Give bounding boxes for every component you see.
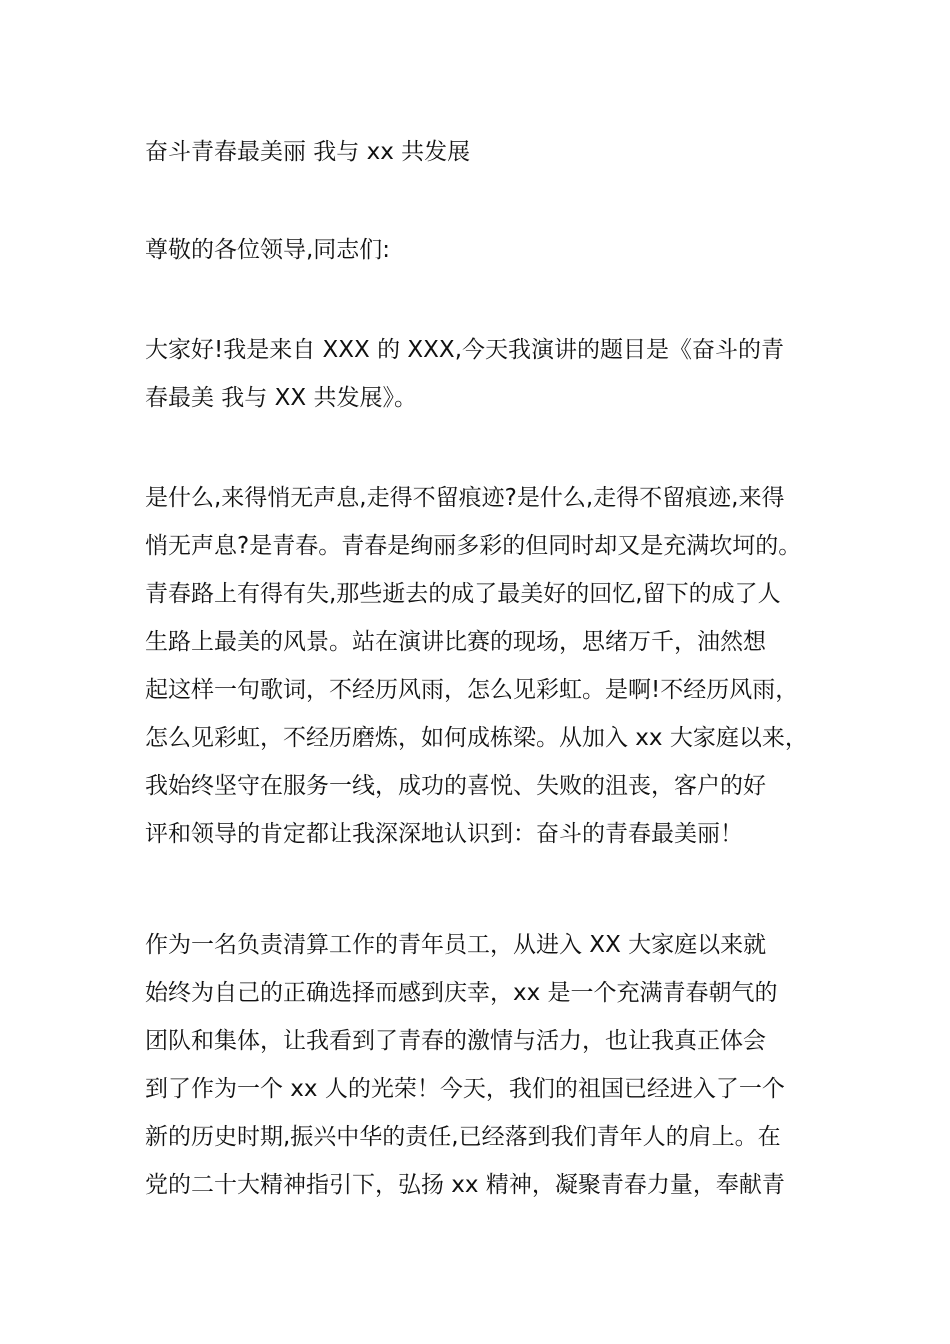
text-line: 新的历史时期,振兴中华的责任,已经落到我们青年人的肩上。在	[145, 1124, 781, 1150]
text-line: 生路上最美的风景。站在演讲比赛的现场，思绪万千，油然想	[145, 629, 766, 655]
text-line: 始终为自己的正确选择而感到庆幸，xx 是一个充满青春朝气的	[145, 980, 778, 1006]
text-line: 评和领导的肯定都让我深深地认识到：奋斗的青春最美丽！	[145, 821, 743, 847]
title-line: 奋斗青春最美丽 我与 xx 共发展	[145, 139, 471, 165]
text-line: 团队和集体，让我看到了青春的激情与活力，也让我真正体会	[145, 1028, 766, 1054]
text-line: 大家好!我是来自 XXX 的 XXX,今天我演讲的题目是《奋斗的青	[145, 337, 785, 363]
text-line: 作为一名负责清算工作的青年员工，从进入 XX 大家庭以来就	[145, 932, 767, 958]
paragraph-2	[145, 474, 825, 858]
salutation-line: 尊敬的各位领导,同志们:	[145, 237, 391, 263]
text-line: 党的二十大精神指引下，弘扬 xx 精神，凝聚青春力量，奉献青	[145, 1172, 785, 1198]
text-line: 春最美 我与 XX 共发展》。	[145, 385, 417, 411]
text-line: 是什么,来得悄无声息,走得不留痕迹?是什么,走得不留痕迹,来得	[145, 485, 785, 511]
text-line: 我始终坚守在服务一线，成功的喜悦、失败的沮丧，客户的好	[145, 773, 766, 799]
paragraph-1	[145, 326, 825, 422]
text-line: 起这样一句歌词，不经历风雨，怎么见彩虹。是啊!不经历风雨，	[145, 677, 799, 703]
text-line: 怎么见彩虹，不经历磨炼，如何成栋梁。从加入 xx 大家庭以来，	[145, 725, 808, 751]
text-line: 到了作为一个 xx 人的光荣！今天，我们的祖国已经进入了一个	[145, 1076, 785, 1102]
paragraph-3	[145, 921, 825, 1209]
text-line: 青春路上有得有失,那些逝去的成了最美好的回忆,留下的成了人	[145, 581, 781, 607]
salutation	[145, 226, 825, 274]
text-line: 悄无声息?是青春。青春是绚丽多彩的但同时却又是充满坎坷的。	[145, 533, 802, 559]
document-title	[145, 128, 825, 176]
